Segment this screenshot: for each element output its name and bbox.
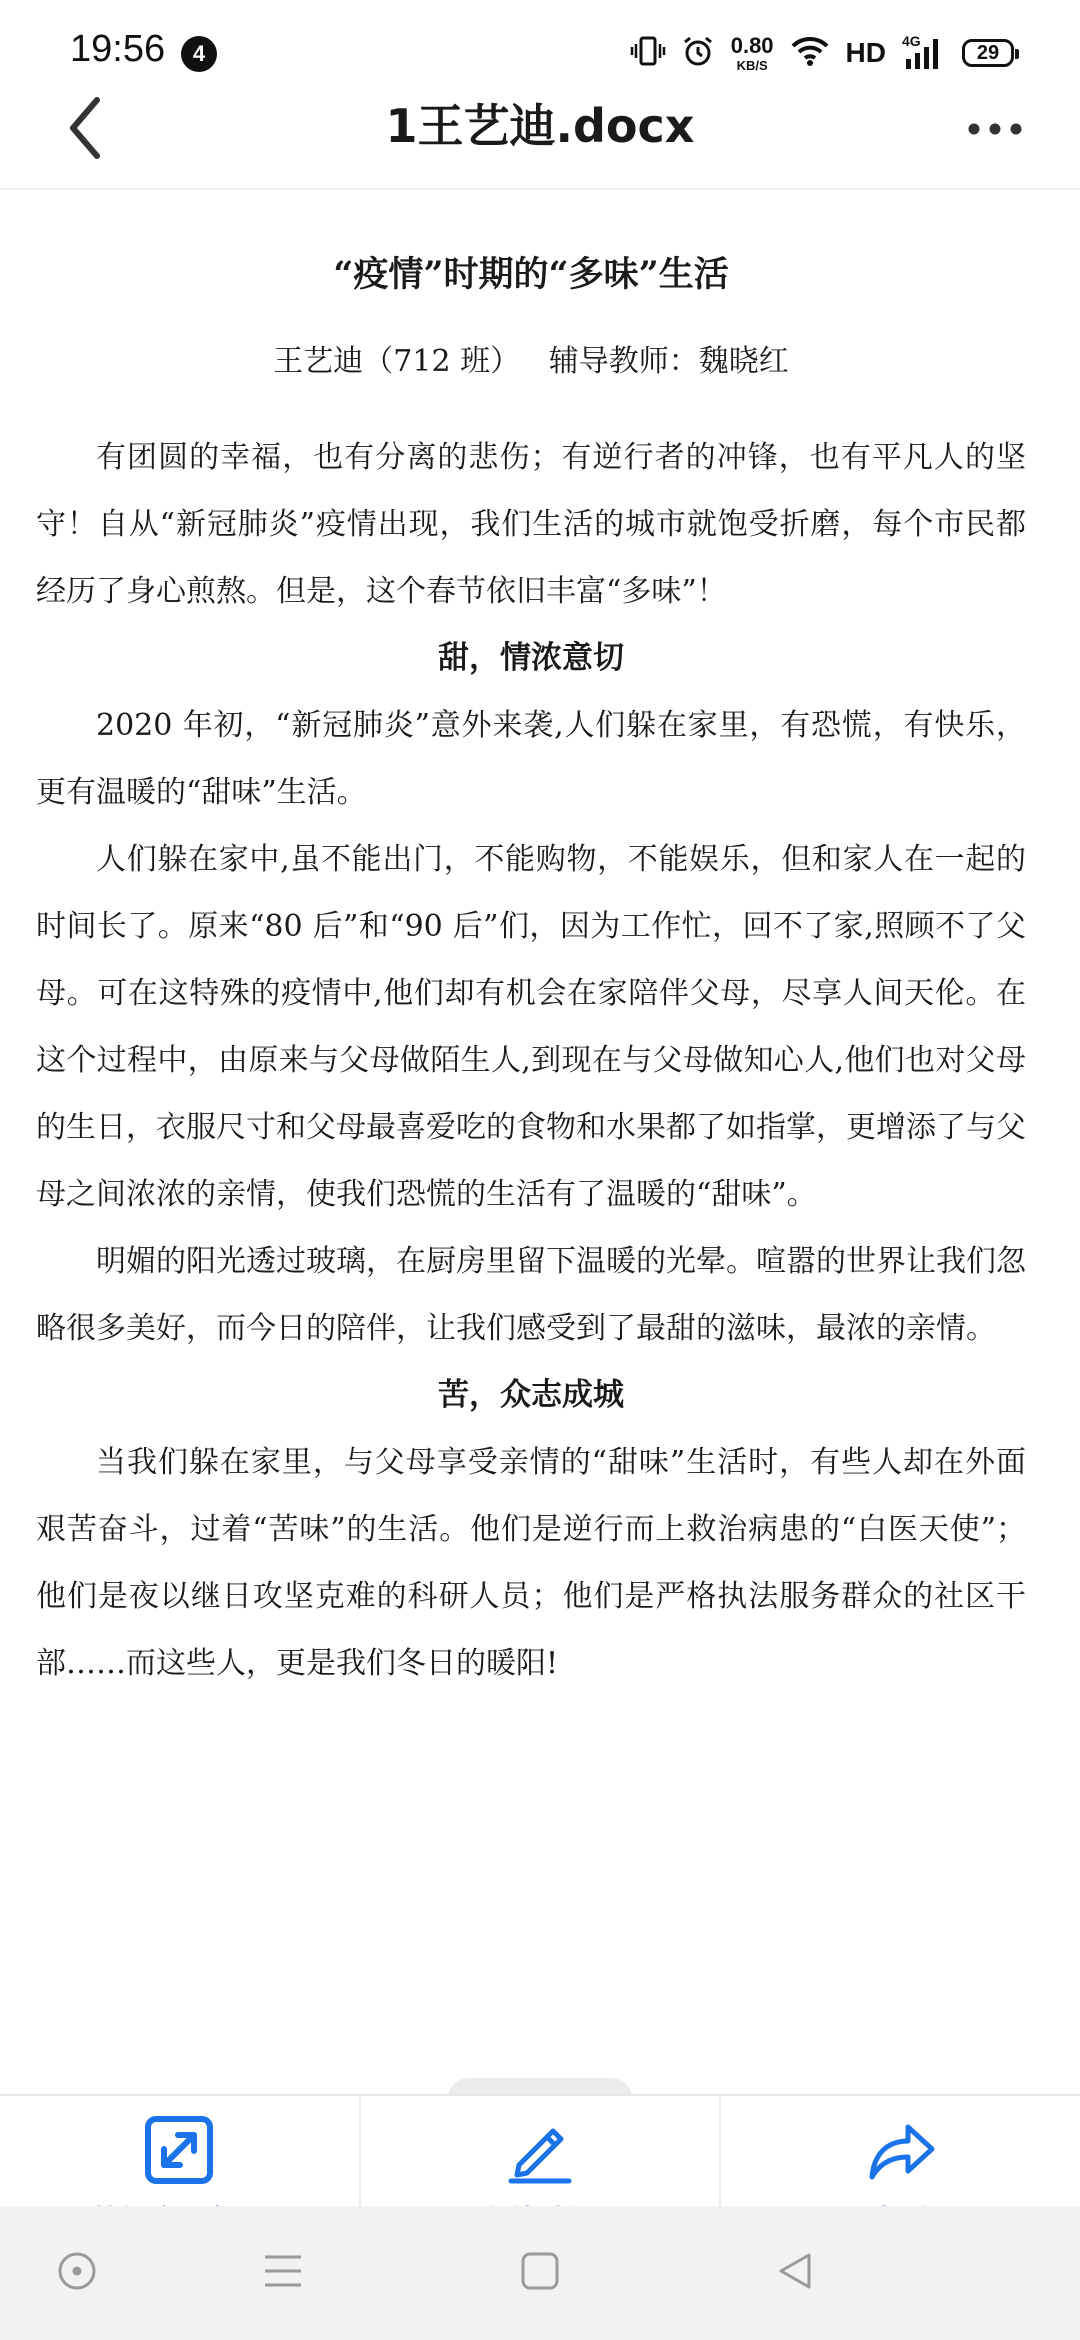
- network-speed: [730, 32, 774, 73]
- nav-recents-button[interactable]: [505, 2238, 575, 2308]
- network-speed-value: 0.80: [730, 32, 774, 58]
- menu-lines-icon: [263, 2253, 303, 2293]
- document-content[interactable]: [36, 240, 1026, 1697]
- notification-count-badge: 4: [181, 36, 217, 72]
- action-bar: [0, 2094, 1080, 2208]
- send-button[interactable]: [719, 2096, 1080, 2208]
- status-time: 19:56: [70, 28, 166, 70]
- nav-menu-button[interactable]: [248, 2238, 318, 2308]
- paragraph: 当我们躲在家里，与父母享受亲情的“甜味”生活时，有些人却在外面艰苦奋斗，过着“苦味”的生活。他们是逆行而上救治病患的“白医天使”；他们是夜以继日攻坚克难的科研人员；他们是严格执法服务群众的社区干部……而这些人，更是我们冬日的暖阳!: [36, 1445, 1026, 1681]
- essay-title: “疫情”时期的“多味”生活: [333, 254, 729, 295]
- battery-indicator: 29: [962, 39, 1014, 67]
- alarm-icon: [681, 34, 715, 72]
- paragraph: 2020 年初，“新冠肺炎”意外来袭,人们躲在家里，有恐慌，有快乐，更有温暖的“甜味”生活。: [36, 708, 1026, 810]
- expand-icon: [144, 2115, 214, 2189]
- share-arrow-icon: [864, 2115, 938, 2189]
- status-icons: [631, 30, 1014, 76]
- online-edit-button[interactable]: [359, 2096, 720, 2208]
- signal-icon: [902, 35, 946, 71]
- wifi-icon: [790, 35, 830, 71]
- triangle-back-icon: [775, 2251, 815, 2295]
- nav-assistant-button[interactable]: [42, 2238, 112, 2308]
- more-options-button[interactable]: [960, 90, 1030, 170]
- network-speed-unit: KB/S: [736, 57, 768, 73]
- paragraph: 人们躲在家中,虽不能出门，不能购物，不能娱乐，但和家人在一起的时间长了。原来“80 后”和“90 后”们，因为工作忙，回不了家,照顾不了父母。可在这特殊的疫情中,他们却有机会在家陪伴父母，尽享人间天伦。在这个过程中，由原来与父母做陌生人,到现在与父母做知心人,他们也对父母的生日，衣服尺寸和父母最喜爱吃的食物和水果都了如指掌，更增添了与父母之间浓浓的亲情，使我们恐慌的生活有了温暖的“甜味”。: [36, 842, 1026, 1212]
- document-title: 1王艺迪.docx: [385, 99, 695, 153]
- section-heading-bitter: 苦，众志成城: [438, 1377, 624, 1413]
- system-navigation-bar: [0, 2206, 1080, 2340]
- hd-label: HD: [845, 37, 886, 68]
- intro-paragraph: 有团圆的幸福，也有分离的悲伤；有逆行者的冲锋，也有平凡人的坚守！自从“新冠肺炎”疫情出现，我们生活的城市就饱受折磨，每个市民都经历了身心煎熬。但是，这个春节依旧丰富“多味”！: [36, 440, 1026, 609]
- open-with-app-button[interactable]: [0, 2096, 359, 2208]
- more-horizontal-icon: [967, 121, 1023, 140]
- section-heading-sweet: 甜，情浓意切: [438, 640, 624, 676]
- nav-back-button[interactable]: [760, 2238, 830, 2308]
- paragraph: 明媚的阳光透过玻璃，在厨房里留下温暖的光晕。喧嚣的世界让我们忽略很多美好，而今日的陪伴，让我们感受到了最甜的滋味，最浓的亲情。: [36, 1244, 1026, 1346]
- pen-icon: [505, 2115, 575, 2189]
- author-line: 王艺迪（712 班） 辅导教师：魏晓红: [273, 344, 789, 379]
- document-header: [0, 84, 1080, 190]
- vibrate-icon: [631, 34, 665, 72]
- circle-dot-icon: [57, 2251, 97, 2295]
- network-type-label: 4G: [902, 33, 921, 49]
- square-icon: [521, 2252, 559, 2294]
